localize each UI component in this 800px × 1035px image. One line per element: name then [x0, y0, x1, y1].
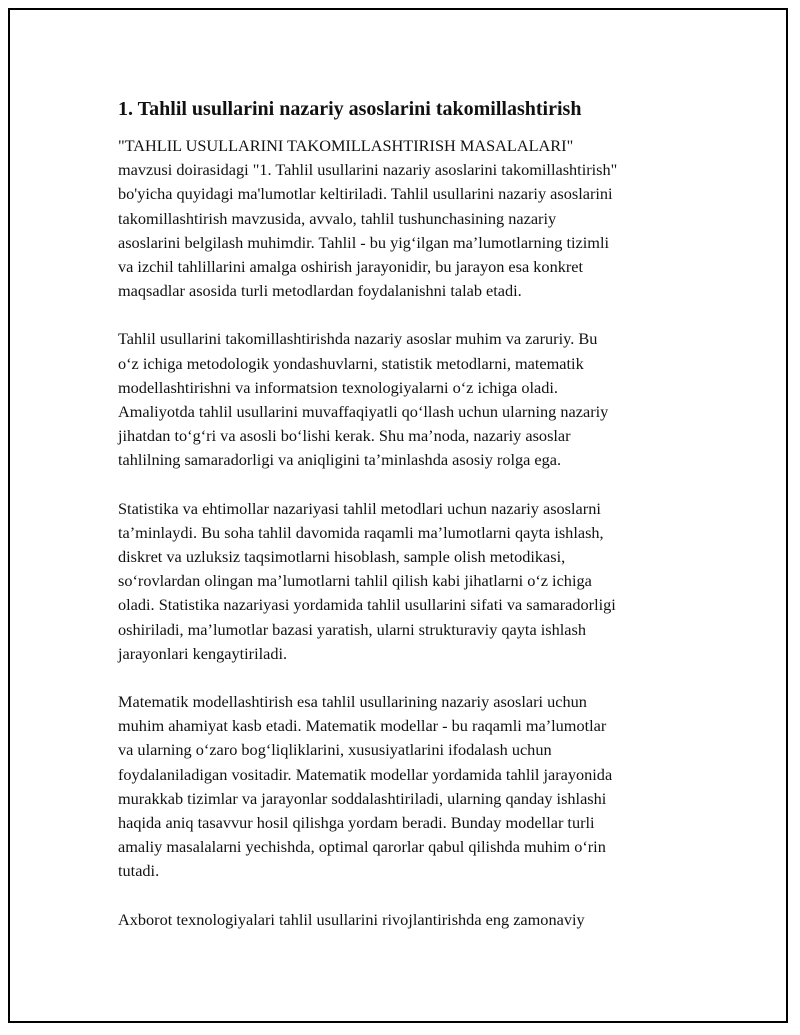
text-line: bo'yicha quyidagi ma'lumotlar keltiriladi. Tahlil usullarini nazariy asoslarini: [118, 184, 613, 204]
text-line: mavzusi doirasidagi "1. Tahlil usullarini nazariy asoslarini takomillashtirish": [118, 160, 618, 180]
text-line: haqida aniq tasavvur hosil qilishga yordam beradi. Bunday modellar turli: [118, 813, 595, 833]
text-line: amaliy masalalarni yechishda, optimal qarorlar qabul qilishda muhim o‘rin: [118, 837, 606, 857]
text-line: diskret va uzluksiz taqsimotlarni hisoblash, sample olish metodikasi,: [118, 547, 566, 567]
text-line: va izchil tahlillarini amalga oshirish jarayonidir, bu jarayon esa konkret: [118, 257, 584, 277]
text-line: takomillashtirish mavzusida, avvalo, tahlil tushunchasining nazariy: [118, 208, 557, 228]
text-line: jarayonlari kengaytiriladi.: [118, 643, 288, 663]
text-line: Tahlil usullarini takomillashtirishda nazariy asoslar muhim va zaruriy. Bu: [118, 329, 598, 349]
text-line: modellashtirishni va informatsion texnologiyalarni o‘z ichiga oladi.: [118, 377, 558, 397]
text-line: oshiriladi, ma’lumotlar bazasi yaratish, ularni strukturaviy qayta ishlash: [118, 619, 586, 639]
text-line: jihatdan to‘g‘ri va asosli bo‘lishi kerak. Shu ma’noda, nazariy asoslar: [118, 426, 571, 446]
paragraph-2: [118, 327, 698, 472]
text-line: asoslarini belgilash muhimdir. Tahlil - bu yig‘ilgan ma’lumotlarning tizimli: [118, 232, 609, 252]
text-line: ta’minlaydi. Bu soha tahlil davomida raqamli ma’lumotlarni qayta ishlash,: [118, 522, 604, 542]
text-line: va ularning o‘zaro bog‘liqliklarini, xususiyatlarini ifodalash uchun: [118, 740, 552, 760]
paragraph-4: [118, 690, 698, 884]
text-line: maqsadlar asosida turli metodlardan foydalanishni talab etadi.: [118, 281, 522, 301]
paragraph-1: [118, 134, 698, 303]
text-line: Amaliyotda tahlil usullarini muvaffaqiyatli qo‘llash uchun ularning nazariy: [118, 402, 609, 422]
document-content: [118, 96, 698, 956]
text-line: murakkab tizimlar va jarayonlar soddalashtiriladi, ularning qanday ishlashi: [118, 788, 607, 808]
paragraph-3: [118, 497, 698, 666]
text-line: oladi. Statistika nazariyasi yordamida tahlil usullarini sifati va samaradorligi: [118, 595, 616, 615]
text-line: Statistika va ehtimollar nazariyasi tahlil metodlari uchun nazariy asoslarni: [118, 498, 601, 518]
text-line: foydalaniladigan vositadir. Matematik modellar yordamida tahlil jarayonida: [118, 764, 613, 784]
section-heading: 1. Tahlil usullarini nazariy asoslarini takomillashtirish: [118, 98, 582, 120]
text-line: Axborot texnologiyalari tahlil usullarini rivojlantirishda eng zamonaviy: [118, 909, 585, 929]
text-line: "TAHLIL USULLARINI TAKOMILLASHTIRISH MASALALARI": [118, 136, 574, 155]
paragraph-5: [118, 908, 698, 932]
text-line: tutadi.: [118, 861, 160, 881]
text-line: so‘rovlardan olingan ma’lumotlarni tahlil qilish kabi jihatlarni o‘z ichiga: [118, 571, 592, 591]
text-line: Matematik modellashtirish esa tahlil usullarining nazariy asoslari uchun: [118, 692, 587, 712]
text-line: muhim ahamiyat kasb etadi. Matematik modellar - bu raqamli ma’lumotlar: [118, 716, 607, 736]
text-line: tahlilning samaradorligi va aniqligini ta’minlashda asosiy rolga ega.: [118, 450, 562, 470]
text-line: o‘z ichiga metodologik yondashuvlarni, statistik metodlarni, matematik: [118, 353, 584, 373]
page-frame: [8, 8, 788, 1023]
